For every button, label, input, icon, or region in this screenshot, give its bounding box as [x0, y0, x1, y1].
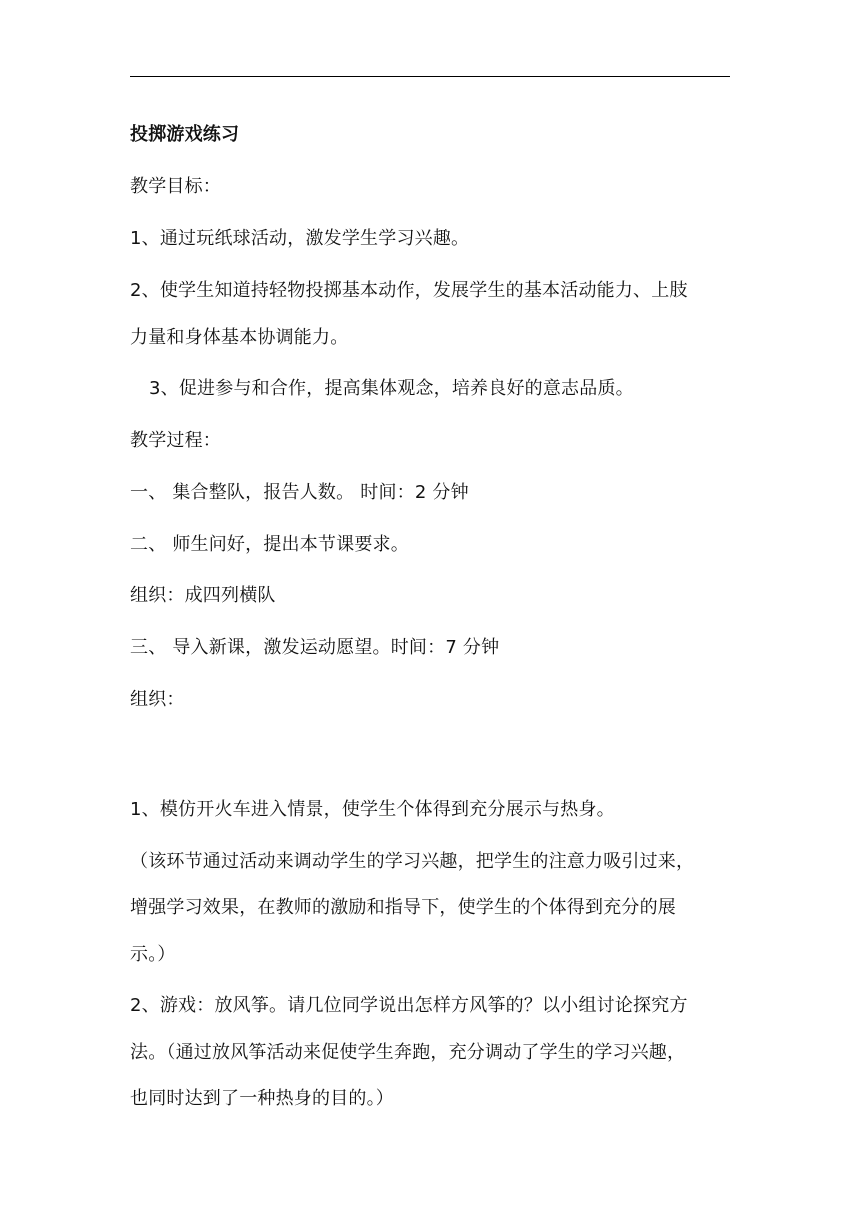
- objective-2-line-2: 力量和身体基本协调能力。: [130, 327, 349, 348]
- document-title: 投掷游戏练习: [130, 124, 240, 145]
- activity-2-line-2: 法。（通过放风筝活动来促使学生奔跑，充分调动了学生的学习兴趣，: [130, 1042, 686, 1063]
- organization-1: 组织：成四列横队: [130, 585, 276, 606]
- objective-2-line-1: 2、使学生知道持轻物投掷基本动作，发展学生的基本活动能力、上肢: [130, 280, 688, 301]
- objective-3: 3、促进参与和合作，提高集体观念，培养良好的意志品质。: [149, 378, 634, 399]
- objective-1: 1、通过玩纸球活动，激发学生学习兴趣。: [130, 228, 470, 249]
- step-2: 二、 师生问好，提出本节课要求。: [130, 534, 409, 555]
- organization-2: 组织：: [130, 689, 185, 710]
- activity-1-note-line-3: 示。）: [130, 944, 176, 965]
- step-1: 一、 集合整队，报告人数。 时间：2 分钟: [130, 482, 469, 503]
- activity-1-note-line-1: （该环节通过活动来调动学生的学习兴趣，把学生的注意力吸引过来，: [130, 851, 695, 872]
- header-rule: [130, 76, 730, 77]
- activity-1-note-line-2: 增强学习效果，在教师的激励和指导下，使学生的个体得到充分的展: [130, 897, 676, 918]
- activity-2-line-1: 2、游戏：放风筝。请几位同学说出怎样方风筝的？以小组讨论探究方: [130, 995, 688, 1016]
- activity-1: 1、模仿开火车进入情景，使学生个体得到充分展示与热身。: [130, 799, 615, 820]
- process-heading: 教学过程：: [130, 430, 221, 451]
- objectives-heading: 教学目标：: [130, 176, 221, 197]
- activity-2-line-3: 也同时达到了一种热身的目的。）: [130, 1088, 394, 1109]
- step-3: 三、 导入新课，激发运动愿望。时间：7 分钟: [130, 637, 500, 658]
